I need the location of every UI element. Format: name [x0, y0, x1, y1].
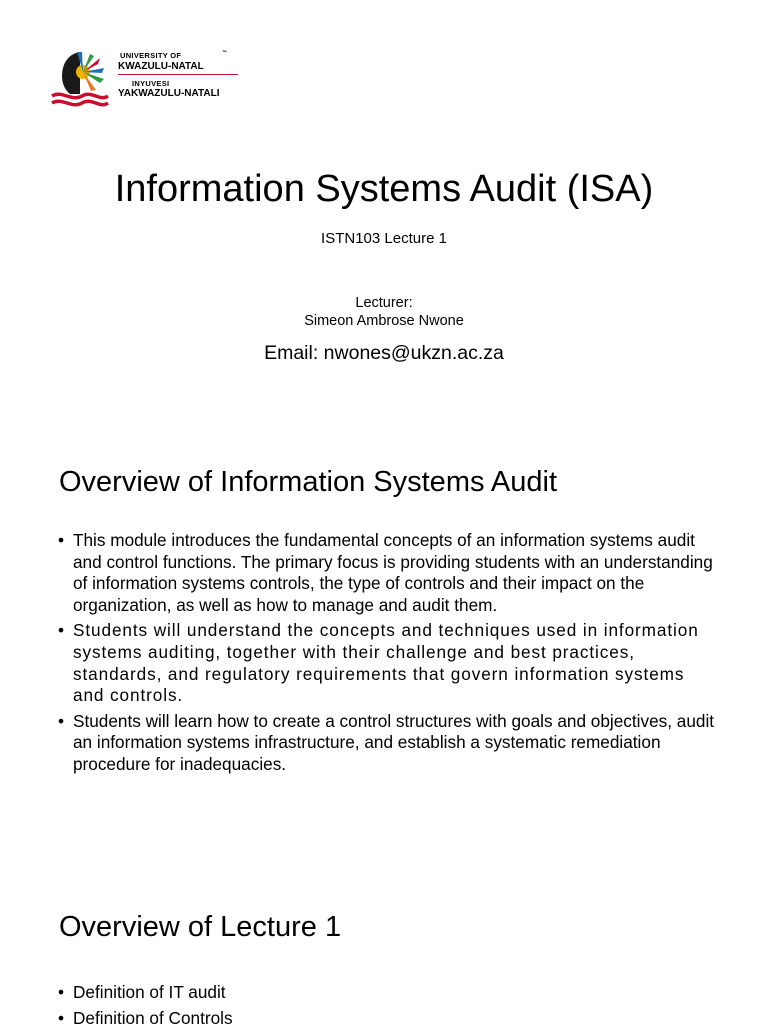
lecture-overview-bullet-list: [58, 982, 718, 1024]
lecturer-email: Email: nwones@ukzn.ac.za: [264, 342, 504, 364]
list-item: [58, 620, 718, 706]
bullet-text: Definition of IT audit: [73, 982, 226, 1002]
bullet-text: Students will learn how to create a control structures with goals and objectives, audit an information systems infrastructure, and establish a systematic remediation procedure for inadequacies.: [73, 710, 715, 774]
logo-line-inyuvesi: INYUVESI: [132, 78, 170, 88]
bullet-dot-icon: •: [58, 710, 65, 731]
logo-wordmark: [118, 52, 238, 99]
logo-line-university-of: UNIVERSITY OF: [120, 51, 182, 60]
title-slide: [0, 0, 768, 432]
bullet-dot-icon: •: [58, 620, 65, 641]
list-item: [58, 1008, 718, 1024]
bullet-dot-icon: •: [58, 1007, 65, 1024]
logo-line-yakwazulu-natali: YAKWAZULU-NATALI: [118, 88, 220, 99]
lecturer-name: Simeon Ambrose Nwone: [304, 313, 464, 329]
lecturer-block: [0, 294, 768, 330]
list-item: [58, 530, 718, 616]
logo-trademark: ™: [222, 50, 227, 56]
lecturer-label: Lecturer:: [355, 295, 413, 311]
bullet-dot-icon: •: [58, 982, 65, 1002]
overview-slide: [0, 432, 768, 864]
lecture-overview-slide: [0, 864, 768, 1024]
overview-bullet-list: [58, 530, 718, 780]
bullet-text: Definition of Controls: [73, 1007, 233, 1024]
overview-title: Overview of Information Systems Audit: [59, 466, 558, 498]
bullet-dot-icon: •: [58, 530, 65, 550]
list-item: [58, 711, 718, 776]
lecture-code: ISTN103 Lecture 1: [321, 230, 447, 247]
presentation-title: Information Systems Audit (ISA): [114, 168, 654, 210]
bullet-text: Students will understand the concepts and techniques used in information systems auditing, together with their challenge and best practices, standards, and regulatory requirements that govern information systems and controls.: [73, 620, 699, 706]
logo-line-kwazulu-natal: KWAZULU-NATAL: [118, 60, 204, 72]
university-logo: [50, 48, 240, 108]
bullet-text: This module introduces the fundamental concepts of an information systems audit and control functions. The primary focus is providing students with an understanding of information systems controls, the type of controls and their impact on the organization, as well as how to manage and audit them.: [73, 530, 713, 615]
logo-divider: [118, 74, 238, 75]
list-item: [58, 982, 718, 1004]
ukzn-crest-icon: [50, 48, 110, 108]
lecture-overview-title: Overview of Lecture 1: [59, 911, 342, 943]
